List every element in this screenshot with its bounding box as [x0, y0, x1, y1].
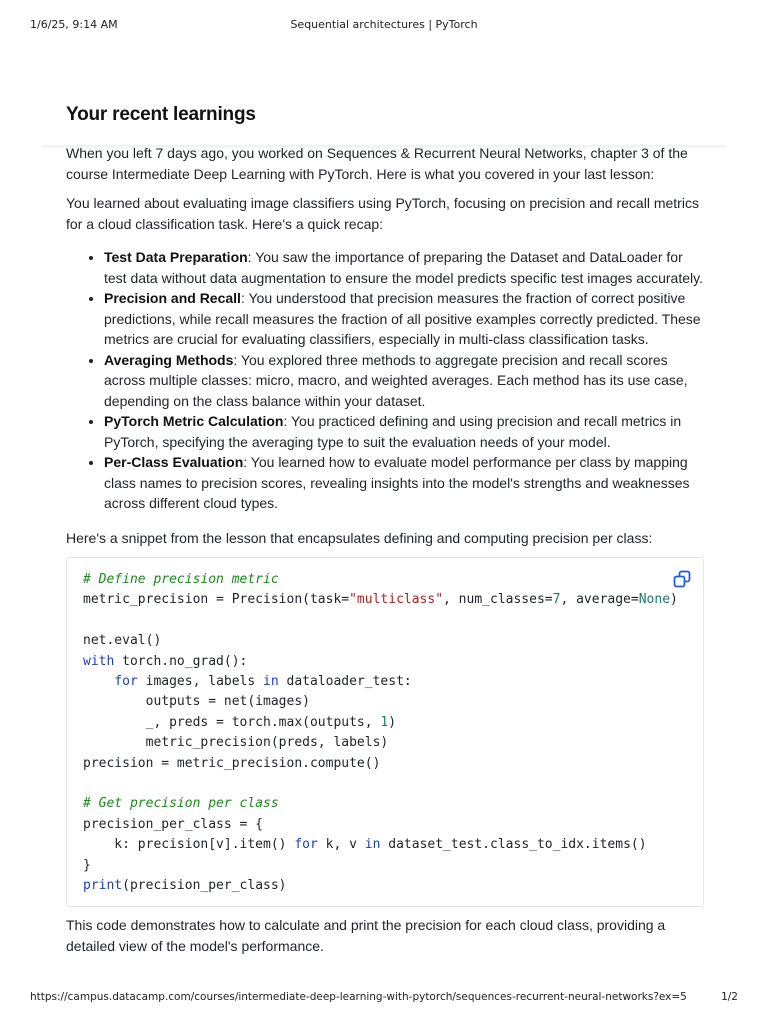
code-line: outputs = net(images) [83, 694, 310, 710]
list-item [104, 411, 706, 452]
code-line: for images, labels in dataloader_test: [114, 674, 412, 690]
code-line: # Get precision per class [83, 796, 279, 812]
page-number: 1/2 [721, 991, 738, 1003]
code-line: _, preds = torch.max(outputs, 1) [83, 714, 397, 730]
snippet-intro: Here's a snippet from the lesson that encapsulates defining and computing precision per class: [66, 529, 653, 546]
code-line: with torch.no_grad(): [83, 653, 248, 669]
code-line [83, 611, 687, 631]
recap-term: Precision and Recall [104, 290, 241, 306]
recap-term: PyTorch Metric Calculation [104, 413, 284, 429]
code-line [83, 774, 687, 794]
recap-text: : You explored three methods to aggregate precision and recall scores across multiple classes: micro, macro, and weighted averages. Each method has its use case, depending on the class balance within your dataset. [104, 351, 688, 409]
list-item [104, 288, 706, 350]
recap-text: : You saw the importance of preparing the Dataset and DataLoader for test data without data augmentation to ensure the model predicts specific test images accurately. [104, 249, 703, 286]
print-datetime: 1/6/25, 9:14 AM [30, 18, 118, 31]
print-page-title: Sequential architectures | PyTorch [290, 18, 478, 31]
code-block [66, 557, 704, 907]
recap-term: Test Data Preparation [104, 249, 248, 265]
list-item [104, 247, 706, 288]
copy-icon[interactable] [673, 570, 691, 588]
code-line: precision = metric_precision.compute() [83, 755, 381, 771]
code-line: print(precision_per_class) [83, 878, 287, 894]
code-line: metric_precision(preds, labels) [83, 735, 389, 751]
print-footer [30, 991, 738, 1005]
code-lines [83, 570, 687, 896]
code-line: k: precision[v].item() for k, v in dataset_test.class_to_idx.items() [83, 837, 647, 853]
code-line: precision_per_class = { [83, 816, 264, 832]
section-title: Your recent learnings [66, 104, 256, 125]
recap-term: Per-Class Evaluation [104, 454, 244, 470]
code-line: } [83, 857, 91, 873]
recap-text: : You learned how to evaluate model performance per class by mapping class names to precision scores, revealing insights into the model's strengths and weaknesses across different cloud types. [104, 454, 690, 511]
summary-paragraph: You learned about evaluating image classifiers using PyTorch, focusing on precision and recall metrics for a cloud classification task. Here's a quick recap: [66, 195, 699, 232]
outro-paragraph: This code demonstrates how to calculate and print the precision for each cloud class, providing a detailed view of the model's performance. [66, 917, 666, 954]
recap-text: : You practiced defining and using precision and recall metrics in PyTorch, specifying the averaging type to suit the evaluation needs of your model. [104, 413, 682, 450]
recap-text: : You understood that precision measures the fraction of correct positive predictions, while recall measures the fraction of all positive examples correctly predicted. These metrics are crucial for evaluating classifiers, especially in multi-class classification tasks. [104, 290, 701, 347]
recap-term: Averaging Methods [104, 351, 234, 368]
code-line: # Define precision metric [83, 572, 279, 587]
recent-learnings-section [66, 104, 706, 965]
list-item [104, 350, 706, 412]
code-line: net.eval() [83, 633, 162, 649]
print-header [30, 18, 738, 34]
recap-list [66, 247, 706, 514]
print-url: https://campus.datacamp.com/courses/intermediate-deep-learning-with-pytorch/sequences-recurrent-neural-networks?ex=5 [30, 991, 687, 1003]
intro-paragraph: When you left 7 days ago, you worked on Sequences & Recurrent Neural Networks, chapter 3 of the course Intermediate Deep Learning with PyTorch. Here is what you covered in your last lesson: [66, 145, 688, 182]
code-line: metric_precision = Precision(task="multiclass", num_classes=7, average=None) [83, 592, 678, 608]
list-item [104, 452, 706, 514]
